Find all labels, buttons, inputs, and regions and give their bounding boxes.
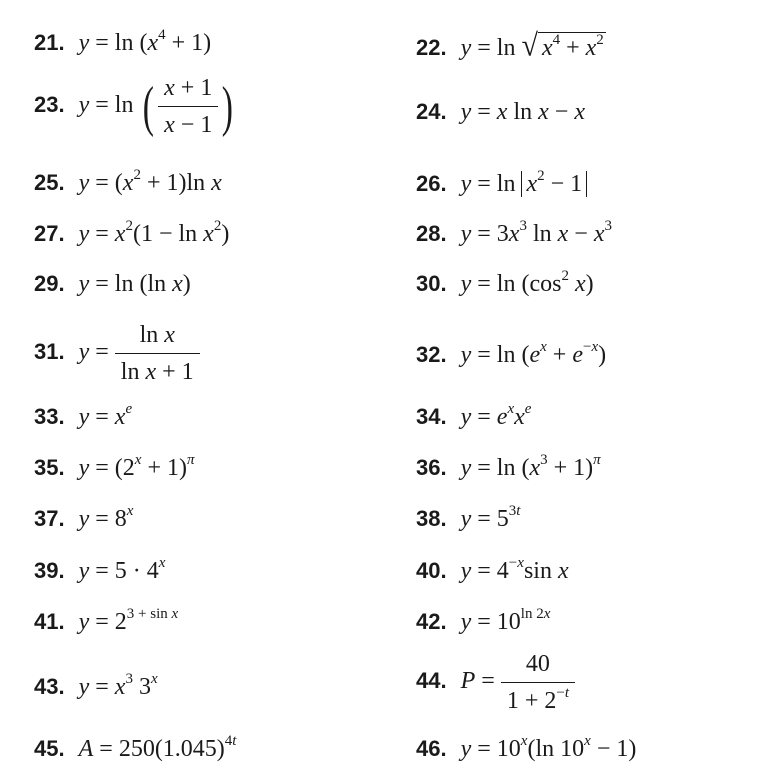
- expression: $(2^x + 1)^\pi$: [114, 452, 195, 481]
- problem-number: 35.: [34, 455, 65, 480]
- problem-number: 31.: [34, 339, 65, 365]
- problem-46: 46. $y = 10^x(\ln$ $10^x - 1$): [416, 733, 637, 762]
- expression: $x^e$: [114, 401, 133, 430]
- expression: $5^{3t}$: [496, 503, 521, 532]
- lhs: y: [460, 171, 472, 197]
- lhs: y: [78, 170, 90, 196]
- expression: $5 \cdot 4^x$: [114, 555, 166, 584]
- lhs: y: [460, 221, 472, 247]
- expression: $10^{ln 2x}$: [496, 606, 551, 635]
- problem-number: 25.: [34, 170, 65, 195]
- expression: $2^{3 + sin x}$: [114, 606, 179, 635]
- lhs: y: [460, 342, 472, 368]
- problem-35: 35. $y = (2^x + 1)^\pi$: [34, 452, 195, 481]
- lhs: y: [78, 271, 90, 297]
- problem-number: 46.: [416, 736, 447, 761]
- lhs: y: [78, 30, 90, 56]
- problem-39: 39. $y = 5 \cdot 4^x$: [34, 555, 166, 584]
- expression: ln ( $\frac{x + 1}{x - 1}$ ): [114, 75, 234, 138]
- expression: $x^3$ 3$^x$: [114, 671, 158, 700]
- problem-41: 41. $y = 2^{3 + sin x}$: [34, 606, 179, 635]
- expression: $\frac{40}{1 + 2^{-t}}$: [501, 668, 575, 694]
- problem-number: 28.: [416, 221, 447, 246]
- problem-33: 33. $y = x^e$: [34, 401, 133, 430]
- expression: $\frac{\text{ln x}}{\text{ln x + 1}}$: [115, 339, 200, 365]
- problem-36: 36. $y = \ln (x^3 + 1)^\pi$: [416, 452, 601, 481]
- expression: $\ln x^2 - 1$: [497, 171, 587, 197]
- problem-number: 39.: [34, 558, 65, 583]
- expression: $\ln (x^3 + 1)^\pi$: [496, 452, 601, 481]
- problem-31: 31. y = $\frac{\text{ln x}}{\text{ln x + 1}}$: [34, 323, 200, 384]
- problem-number: 42.: [416, 609, 447, 634]
- problem-45: 45. $A = 250(1.045)^{4t}$: [34, 733, 237, 762]
- problem-number: 21.: [34, 30, 65, 55]
- problem-number: 30.: [416, 271, 447, 296]
- lhs: y: [460, 271, 472, 297]
- expression: $\ln (x^4 + 1)$: [114, 27, 212, 56]
- expression: $4^{-x}\sin$ x: [496, 555, 569, 584]
- problem-number: 23.: [34, 92, 65, 118]
- problem-number: 32.: [416, 342, 447, 367]
- problem-number: 36.: [416, 455, 447, 480]
- lhs: P: [460, 668, 476, 695]
- lhs: A: [78, 736, 94, 762]
- problem-number: 24.: [416, 99, 447, 124]
- lhs: y: [460, 404, 472, 430]
- problem-number: 33.: [34, 404, 65, 429]
- problem-30: 30. $y = \ln (\cos^2$ x): [416, 268, 594, 297]
- lhs: y: [78, 674, 90, 700]
- problem-number: 38.: [416, 506, 447, 531]
- problem-25: 25. $y = (x^2 + 1)\ln$ x: [34, 167, 222, 196]
- problem-number: 41.: [34, 609, 65, 634]
- lhs: y: [78, 404, 90, 430]
- expression: $\ln (\cos^2$ x): [496, 268, 594, 297]
- expression: $3x^3$ $\ln x - x^3$: [496, 218, 612, 247]
- problem-number: 22.: [416, 35, 447, 60]
- lhs: y: [460, 455, 472, 481]
- problem-43: 43. $y = x^3$ 3$^x$: [34, 671, 158, 700]
- expression: x ln x − x: [496, 99, 585, 125]
- lhs: y: [78, 221, 90, 247]
- lhs: y: [78, 455, 90, 481]
- problem-number: 27.: [34, 221, 65, 246]
- expression: $e^xx^e$: [496, 401, 532, 430]
- problem-29: 29. y = ln (ln x): [34, 271, 191, 297]
- problem-number: 43.: [34, 674, 65, 699]
- problem-number: 44.: [416, 668, 447, 694]
- problem-28: 28. $y = 3x^3$ $\ln x - x^3$: [416, 218, 612, 247]
- lhs: y: [460, 506, 472, 532]
- lhs: y: [460, 736, 472, 762]
- problem-number: 26.: [416, 171, 447, 196]
- lhs: y: [78, 339, 90, 366]
- problem-32: 32. $y = \ln (e^x + e^{-x})$: [416, 339, 607, 368]
- problem-24: 24. y = x ln x − x: [416, 99, 585, 125]
- lhs: y: [460, 99, 472, 125]
- problem-37: 37. $y = 8^x$: [34, 503, 134, 532]
- expression: $250(1.045)^{4t}$: [118, 733, 237, 762]
- problem-number: 34.: [416, 404, 447, 429]
- expression: ln √ $x^4 + x^2$: [496, 28, 604, 63]
- expression: $(x^2 + 1)\ln$ x: [114, 167, 222, 196]
- problem-number: 40.: [416, 558, 447, 583]
- lhs: y: [78, 609, 90, 635]
- lhs: y: [78, 92, 90, 119]
- problem-40: 40. $y = 4^{-x}\sin$ x: [416, 555, 569, 584]
- problem-number: 29.: [34, 271, 65, 296]
- problem-22: 22. y = ln √ $x^4 + x^2$: [416, 28, 604, 63]
- problem-42: 42. $y = 10^{ln 2x}$: [416, 606, 551, 635]
- problem-number: 45.: [34, 736, 65, 761]
- expression: ln (ln x): [114, 271, 191, 297]
- expression: 8$^x$: [114, 503, 134, 532]
- expression: 10$^x$(ln $10^x - 1$): [496, 733, 637, 762]
- problem-26: 26. $y = \ln x^2 - 1$: [416, 171, 587, 197]
- problem-44: 44. P = $\frac{40}{1 + 2^{-t}}$: [416, 652, 575, 713]
- problem-number: 37.: [34, 506, 65, 531]
- problem-34: 34. $y = e^xx^e$: [416, 401, 532, 430]
- problem-27: 27. $y = x^2(1 - \ln x^2)$: [34, 218, 230, 247]
- problem-23: 23. y = ln ( $\frac{x + 1}{x - 1}$ ): [34, 76, 237, 137]
- expression: $x^2(1 - \ln x^2)$: [114, 218, 230, 247]
- lhs: y: [460, 35, 472, 61]
- lhs: y: [460, 609, 472, 635]
- lhs: y: [78, 506, 90, 532]
- lhs: y: [78, 558, 90, 584]
- lhs: y: [460, 558, 472, 584]
- problem-21: 21. $y = \ln (x^4 + 1)$: [34, 27, 212, 56]
- expression: $\ln (e^x + e^{-x})$: [496, 339, 607, 368]
- problem-38: 38. $y = 5^{3t}$: [416, 503, 521, 532]
